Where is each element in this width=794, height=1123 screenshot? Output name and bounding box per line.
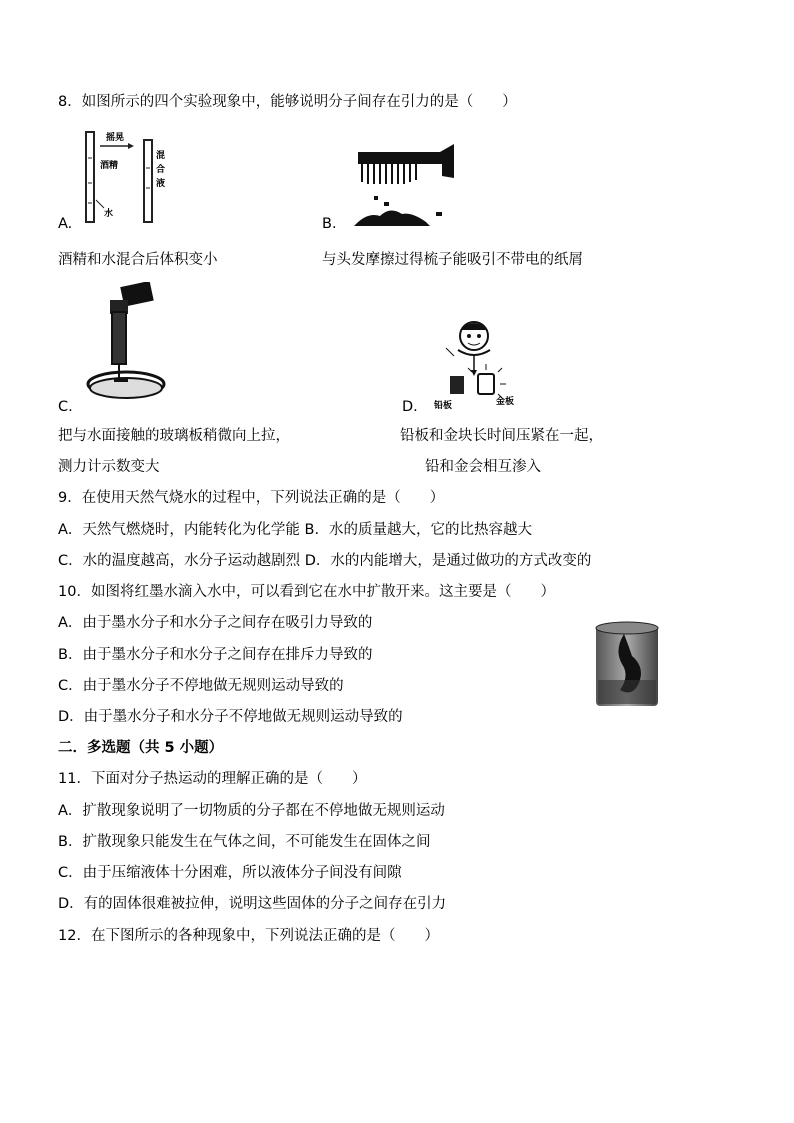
q10-option-b: B．由于墨水分子和水分子之间存在排斥力导致的 (58, 647, 373, 663)
option-c-caption-1: 把与水面接触的玻璃板稍微向上拉， (58, 428, 290, 444)
figure-a-alcohol-water (78, 128, 178, 228)
q12-stem: 12．在下图所示的各种现象中，下列说法正确的是（ ） (58, 928, 439, 944)
fig-a-alcohol-label: 酒精 (100, 161, 119, 171)
figure-b-comb (350, 142, 460, 230)
q9-options-ab: A．天然气燃烧时，内能转化为化学能 B．水的质量越大，它的比热容越大 (58, 522, 532, 538)
fig-d-gold-label: 金板 (496, 397, 515, 407)
q10-option-d: D．由于墨水分子和水分子不停地做无规则运动导致的 (58, 709, 403, 725)
q10-stem: 10．如图将红墨水滴入水中，可以看到它在水中扩散开来。这主要是（ ） (58, 584, 555, 600)
option-a-label: A. (58, 216, 73, 232)
fig-a-mix-label-1: 混 (156, 151, 166, 161)
option-d-caption-2: 铅和金会相互渗入 (425, 459, 541, 475)
q9-stem: 9．在使用天然气烧水的过程中，下列说法正确的是（ ） (58, 490, 445, 506)
section-2-heading: 二．多选题（共 5 小题） (58, 740, 224, 756)
option-d-label: D. (402, 399, 418, 415)
q11-option-d: D．有的固体很难被拉伸，说明这些固体的分子之间存在引力 (58, 896, 447, 912)
figure-ink-beaker (594, 620, 660, 710)
option-c-caption-2: 测力计示数变大 (58, 459, 160, 475)
figure-d-lead-gold (428, 316, 528, 414)
option-a-caption: 酒精和水混合后体积变小 (58, 252, 218, 268)
fig-a-mix-label-3: 液 (156, 179, 166, 189)
fig-d-lead-label: 铅板 (434, 401, 453, 411)
option-b-label: B. (322, 216, 337, 232)
q11-stem: 11．下面对分子热运动的理解正确的是（ ） (58, 771, 367, 787)
fig-a-water-label: 水 (104, 209, 114, 219)
q11-option-a: A．扩散现象说明了一切物质的分子都在不停地做无规则运动 (58, 803, 445, 819)
fig-a-arrow-label: 摇晃 (106, 133, 125, 143)
figure-c-glass-plate (86, 282, 166, 404)
fig-a-mix-label-2: 合 (156, 165, 166, 175)
q10-option-c: C．由于墨水分子不停地做无规则运动导致的 (58, 678, 344, 694)
option-c-label: C. (58, 399, 73, 415)
q10-option-a: A．由于墨水分子和水分子之间存在吸引力导致的 (58, 615, 373, 631)
q11-option-c: C．由于压缩液体十分困难，所以液体分子间没有间隙 (58, 865, 402, 881)
option-d-caption-1: 铅板和金块长时间压紧在一起， (400, 428, 603, 444)
option-b-caption: 与头发摩擦过得梳子能吸引不带电的纸屑 (322, 252, 583, 268)
q11-option-b: B．扩散现象只能发生在气体之间，不可能发生在固体之间 (58, 834, 431, 850)
q8-stem: 8．如图所示的四个实验现象中，能够说明分子间存在引力的是（ ） (58, 94, 517, 110)
q9-options-cd: C．水的温度越高，水分子运动越剧烈 D．水的内能增大，是通过做功的方式改变的 (58, 553, 592, 569)
